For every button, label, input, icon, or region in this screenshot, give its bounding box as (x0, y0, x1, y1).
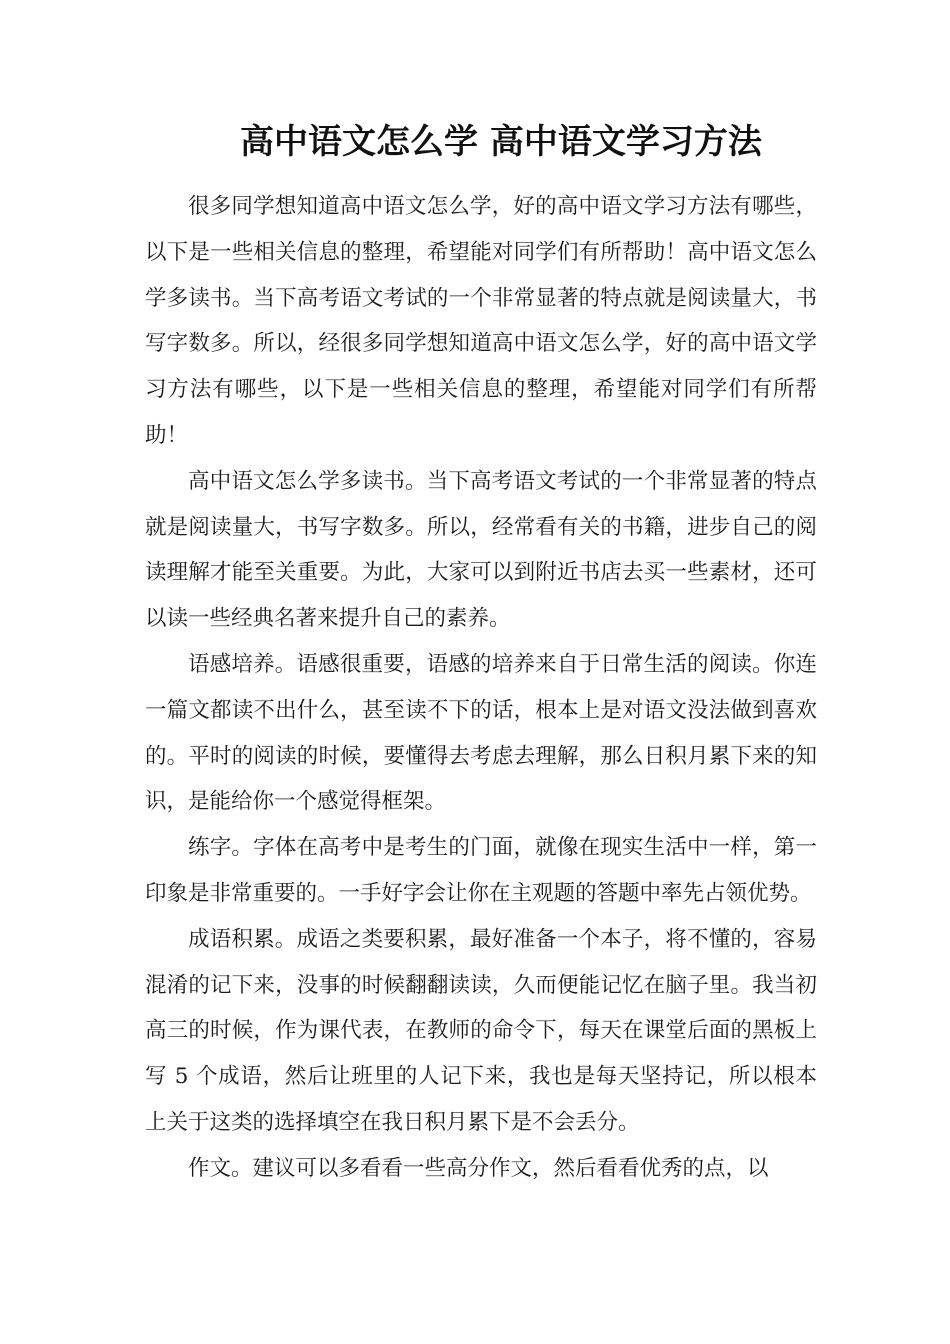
paragraph-handwriting: 练字。字体在高考中是考生的门面，就像在现实生活中一样，第一印象是非常重要的。一手好字会让你在主观题的答题中率先占领优势。 (145, 835, 817, 906)
paragraph-intro: 很多同学想知道高中语文怎么学，好的高中语文学习方法有哪些，以下是一些相关信息的整理，希望能对同学们有所帮助！高中语文怎么学多读书。当下高考语文考试的一个非常显著的特点就是阅读量大，书写字数多。所以，经很多同学想知道高中语文怎么学，好的高中语文学习方法有哪些，以下是一些相关信息的整理，希望能对同学们有所帮助！ (145, 194, 817, 448)
document-body (145, 184, 817, 1192)
paragraph-language-sense: 语感培养。语感很重要，语感的培养来自于日常生活的阅读。你连一篇文都读不出什么，甚至读不下的话，根本上是对语文没法做到喜欢的。平时的阅读的时候，要懂得去考虑去理解，那么日积月累下来的知识，是能给你一个感觉得框架。 (145, 651, 817, 815)
paragraph-composition: 作文。建议可以多看看一些高分作文，然后看看优秀的点，以 (188, 1155, 769, 1181)
document-title: 高中语文怎么学 高中语文学习方法 (240, 122, 762, 162)
paragraph-reading: 高中语文怎么学多读书。当下高考语文考试的一个非常显著的特点就是阅读量大，书写字数多。所以，经常看有关的书籍，进步自己的阅读理解才能至关重要。为此，大家可以到附近书店去买一些素材，还可以读一些经典名著来提升自己的素养。 (145, 468, 817, 632)
paragraph-idioms: 成语积累。成语之类要积累，最好准备一个本子，将不懂的，容易混淆的记下来，没事的时候翻翻读读，久而便能记忆在脑子里。我当初高三的时候，作为课代表，在教师的命令下，每天在课堂后面的黑板上写 5 个成语，然后让班里的人记下来，我也是每天坚持记，所以根本上关于这类的选择填空在我日积月累下是不会丢分。 (145, 926, 817, 1135)
